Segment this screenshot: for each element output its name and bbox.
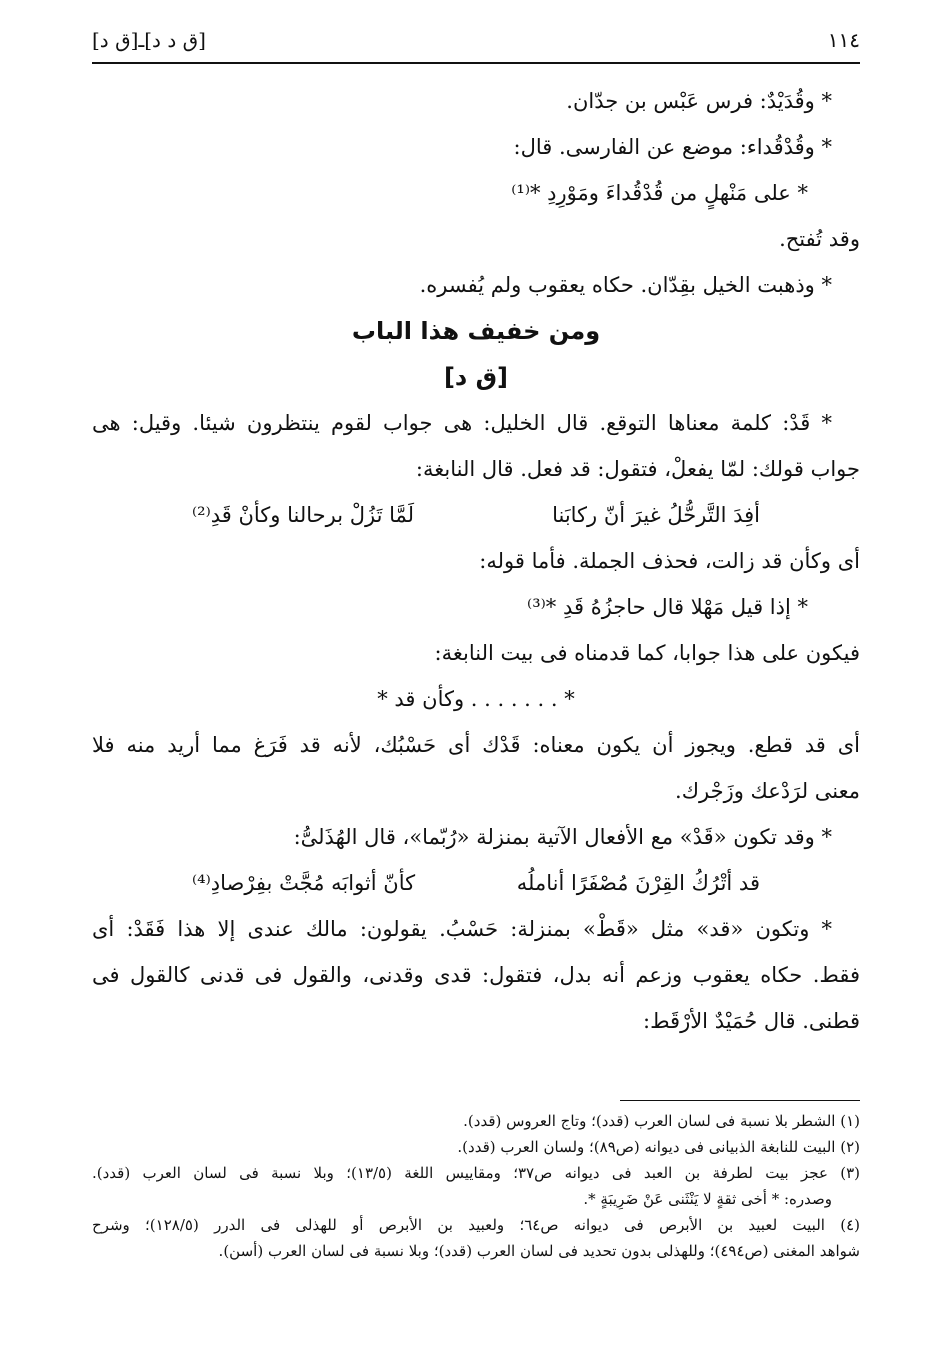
text-line: * وقُدَيْدٌ: فرس عَبْس بن جدّان.	[566, 89, 832, 113]
text-line: * قَدْ: كلمة معناها التوقع. قال الخليل: هى جواب لقوم ينتظرون شيئا. وقيل: هى	[92, 411, 832, 435]
text-line: * وتكون «قد» مثل «قَطْ» بمنزلة: حَسْبُ. يقولون: مالك عندى إلا هذا فَقَدْ: أى	[92, 917, 832, 941]
text-line: أى قد قطع. ويجوز أن يكون معناه: قَدْك أى حَسْبُك، لأنه قد فَرَغ مما أريد منه فلا	[92, 733, 860, 757]
text-line: وقد تُفتح.	[779, 227, 860, 251]
header-divider	[92, 62, 860, 64]
quoted-verse: * إذا قيل مَهْلا قال حاجزُهُ قَدِ *⁽³⁾	[527, 595, 808, 619]
main-text	[92, 78, 860, 1044]
footnote-continuation: وصدره: * أخى ثقةٍ لا يَنْثَنى عَنْ ضَرِيبَةٍ *.	[583, 1190, 832, 1208]
text-line: * وذهبت الخيل بقِدّان. حكاه يعقوب ولم يُفسره.	[419, 273, 832, 297]
quoted-verse: * على مَنْهلٍ من قُدْقُداءَ ومَوْرِدِ *⁽¹⁾	[511, 181, 808, 205]
verse-first-hemistich: أفِدَ التَّرحُّلُ غيرَ أنّ ركابَنا	[552, 503, 760, 527]
verse-second-hemistich: لَمَّا تَزُلْ برحالنا وكأنْ قَدِ⁽²⁾	[192, 503, 415, 527]
footnote: (٢) البيت للنابغة الذبيانى فى ديوانه (ص٨٩)؛ ولسان العرب (قدد).	[457, 1138, 860, 1156]
section-heading: ومن خفيف هذا الباب	[351, 317, 601, 345]
verse-line	[92, 492, 860, 538]
footnote: (١) الشطر بلا نسبة فى لسان العرب (قدد)؛ وتاج العروس (قدد).	[463, 1112, 860, 1130]
text-line: قطنى. قال حُمَيْدٌ الأرْقَط:	[643, 1009, 860, 1033]
text-line: أى وكأن قد زالت، فحذف الجملة. فأما قوله:	[479, 549, 860, 573]
verse-second-hemistich: كأنّ أثوابَه مُجَّتْ بفِرْصادِ⁽⁴⁾	[192, 871, 416, 895]
footnote: (٤) البيت لعبيد بن الأبرص فى ديوانه ص٦٤؛ ولعبيد بن الأبرص أو للهذلى فى الدرر (١٢٨/٥)؛ وشرح	[92, 1216, 860, 1234]
section-label: [ق د د]ـ[ق د]	[92, 28, 206, 52]
footnote-divider	[620, 1100, 860, 1101]
text-line: فقط. حكاه يعقوب وزعم أنه بدل، فتقول: قدى وقدنى، والقول فى قدنى كالقول فى	[92, 963, 860, 987]
quoted-verse: * . . . . . . . وكأن قد *	[377, 687, 575, 711]
text-line: جواب قولك: لمّا يفعلْ، فتقول: قد فعل. قال النابغة:	[415, 457, 860, 481]
verse-line	[92, 860, 860, 906]
footnote-continuation: شواهد المغنى (ص٤٩٤)؛ وللهذلى بدون تحديد فى لسان العرب (قدد)؛ وبلا نسبة فى لسان العرب (أسن).	[218, 1242, 860, 1260]
page-number: ١١٤	[827, 28, 860, 52]
text-line: * وقد تكون «قَدْ» مع الأفعال الآتية بمنزلة «رُبّما»، قال الهُذَلىُّ:	[293, 825, 832, 849]
text-line: معنى لرَدْعك وزَجْرك.	[675, 779, 860, 803]
page-header	[92, 20, 860, 60]
footnote: (٣) عجز بيت لطرفة بن العبد فى ديوانه ص٣٧؛ ومقاييس اللغة (١٣/٥)؛ وبلا نسبة فى لسان العرب (قدد).	[92, 1164, 860, 1182]
text-line: * وقُدْقُداء: موضع عن الفارسى. قال:	[513, 135, 832, 159]
root-heading: [ق د]	[443, 363, 509, 391]
text-line: فيكون على هذا جوابا، كما قدمناه فى بيت النابغة:	[434, 641, 860, 665]
verse-first-hemistich: قد أتْرُكُ القِرْنَ مُصْفَرًا أناملُه	[516, 871, 760, 895]
footnotes	[92, 1108, 860, 1264]
